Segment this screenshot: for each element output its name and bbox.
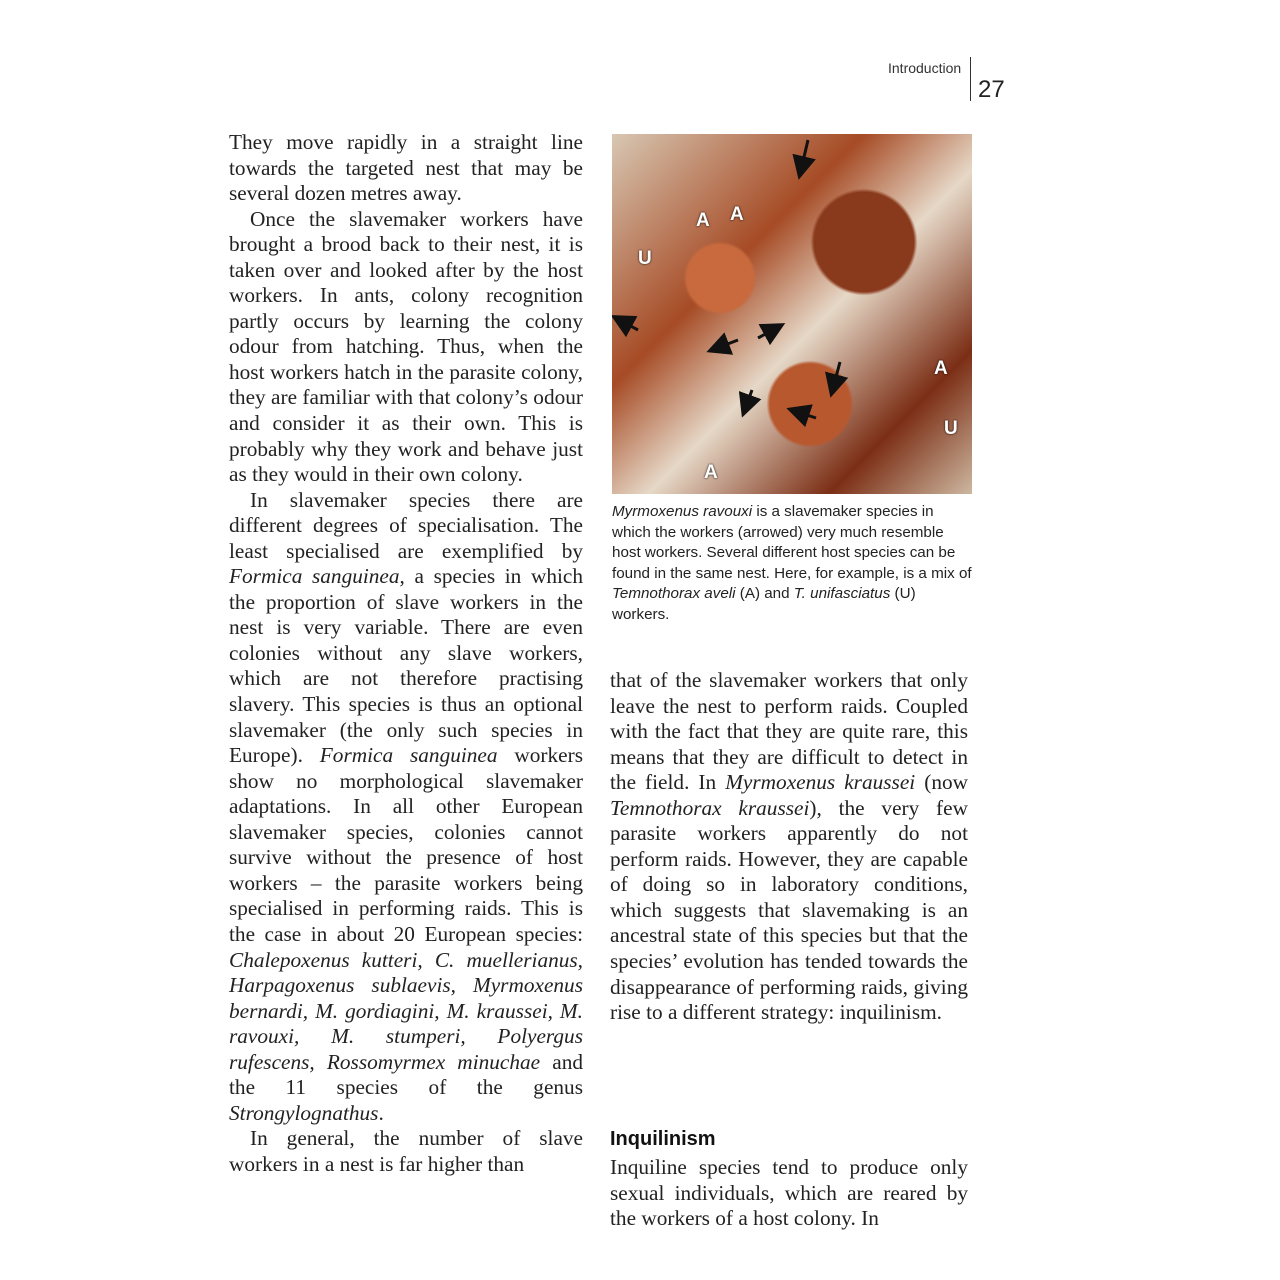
text-run: and the 11 species of the genus (229, 1049, 583, 1100)
species-name: T. unifasciatus (793, 585, 891, 603)
text-run: (U) workers. (612, 585, 916, 623)
page-number: 27 (978, 76, 1005, 103)
label-a: A (696, 210, 710, 231)
arrow-marks (616, 140, 840, 418)
photo-arrows (612, 134, 972, 494)
ant-photo (612, 134, 972, 494)
caption-text (612, 502, 974, 626)
text-run: In slavemaker species there are different degrees of specialisation. The least specialised are exemplified by (229, 487, 583, 563)
figure-caption (612, 502, 974, 626)
species-name: Temnothorax kraussei (610, 795, 810, 820)
running-head-rule (970, 57, 971, 101)
species-name: Myrmoxenus ravouxi (612, 503, 753, 520)
label-a: A (704, 462, 718, 483)
text-run: that of the slavemaker workers that only leave the nest to perform raids. Coupled with the fact that they are quite rare, this means that they are difficult to detect in the field. In (610, 668, 968, 795)
text-run: workers show no morphological slavemaker adaptations. In all other European slavemaker species, colonies cannot survive without the presence of host workers – the parasite workers being specialised in performing raids. This is the case in about 20 European species: (229, 743, 583, 946)
genus-name: Strongylognathus (229, 1100, 379, 1125)
text-run: . (378, 1100, 384, 1125)
species-list: Chalepoxenus kutteri, C. muellerianus, Harpagoxenus sublaevis, Myrmoxenus bernardi, M. gordiagini, M. kraussei, M. ravouxi, M. stumperi, Polyergus rufescens, Rossomyrmex minuchae (229, 947, 583, 1074)
left-column (229, 130, 583, 1177)
text-run: , a species in which the proportion of slave workers in the nest is very variable. There are even colonies without any slave workers, which are not therefore practising slavery. This species is thus an optional slavemaker (the only such species in Europe). (229, 564, 584, 768)
text-run: (A) and (735, 585, 794, 603)
right-paragraph-2: Inquiline species tend to produce only sexual individuals, which are reared by the workers of a host colony. In (610, 1155, 968, 1231)
label-u: U (944, 418, 958, 439)
right-paragraph-1 (610, 668, 968, 1026)
right-column-continued (610, 1155, 968, 1232)
left-paragraph-4: In general, the number of slave workers in a nest is far higher than (229, 1126, 583, 1176)
section-heading: Inquilinism (610, 1128, 716, 1150)
left-paragraph-3 (229, 488, 583, 1127)
species-name: Formica sanguinea (229, 564, 400, 589)
text-run: ), the very few parasite workers apparently do not perform raids. However, they are capable of doing so in laboratory conditions, which suggests that slavemaking is an ancestral state of this species but that the species’ evolution has tended towards the disappearance of performing raids, giving rise to a different strategy: inquilinism. (610, 795, 968, 1025)
text-run: is a slavemaker species in which the workers (arrowed) very much resemble host workers. Several different host species can be found in the same nest. Here, for example, is a mix of (612, 503, 972, 582)
species-name: Myrmoxenus kraussei (725, 770, 916, 795)
label-a: A (934, 358, 948, 379)
left-paragraph-2: Once the slavemaker workers have brought a brood back to their nest, it is taken over and looked after by the host workers. In ants, colony recognition partly occurs by learning the colony odour from hatching. Thus, when the host workers hatch in the parasite colony, they are familiar with that colony’s odour and consider it as their own. This is probably why they work and behave just as they would in their own colony. (229, 206, 583, 487)
left-paragraph-1: They move rapidly in a straight line towards the targeted nest that may be several dozen metres away. (229, 130, 583, 206)
label-u: U (638, 248, 652, 269)
running-head-section: Introduction (888, 60, 962, 76)
right-column (610, 668, 968, 1026)
text-run: (now (915, 770, 968, 795)
label-a: A (730, 204, 744, 225)
species-name: Formica sanguinea (319, 743, 498, 768)
species-name: Temnothorax aveli (612, 585, 736, 603)
